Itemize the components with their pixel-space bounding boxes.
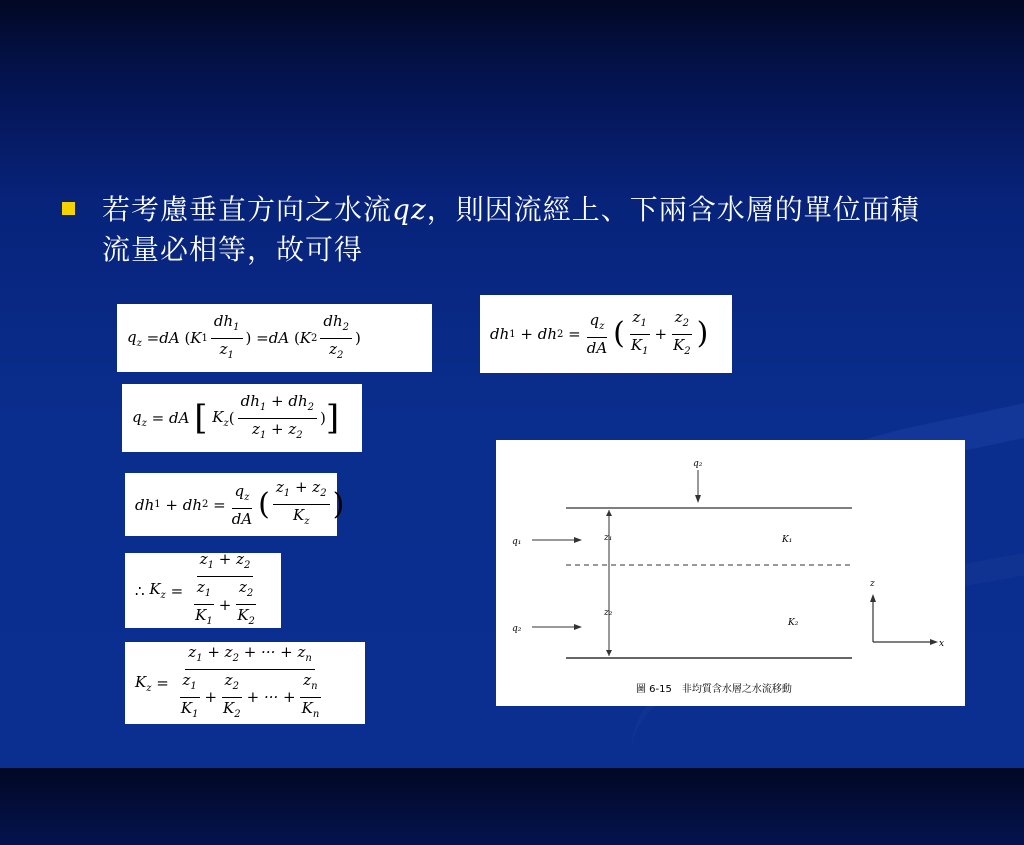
bullet-text: [102, 190, 922, 270]
label-flow-2: q₂: [512, 624, 522, 634]
figure-caption: 圖 6-15 非均質含水層之水流移動: [636, 684, 792, 695]
arrow-down-icon: [606, 650, 612, 656]
bullet-text-part-1: 若考慮垂直方向之水流: [102, 193, 393, 226]
bullet-square-icon: [62, 202, 75, 215]
label-k2: K₂: [788, 618, 799, 628]
equation-6-image: $K_z$ = $z_1 + z_2$ + ··· + $z_n$ $\frac{z_1}{K_1}$ + $\frac{z_2}{K_2}$ + ··· + $\frac{z_n}{K_n}$: [125, 642, 365, 724]
equation-4-image: dh 1 + dh 2 = $\frac{q_z}{dA}$ ( $\frac{z_1 + z_2}{K_z}$ ): [125, 473, 337, 536]
label-axis-z: z: [870, 579, 875, 589]
label-k1: K₁: [782, 535, 793, 545]
bullet-text-part-2: ，則因流經上、下兩含水層的單位面積流量必相等，故可得: [102, 193, 920, 266]
arrow-right-icon: [574, 537, 582, 543]
equation-5-image: ∴ $K_z$ = $z_1 + z_2$ $\frac{z_1}{K_1}$ + $\frac{z_2}{K_2}$: [125, 553, 281, 628]
equation-2-image: dh 1 + dh 2 = $\frac{q_z}{dA}$ ( $\frac{z_1}{K_1}$ + $\frac{z_2}{K_2}$ ): [480, 295, 732, 373]
arrow-right-icon: [574, 624, 582, 630]
arrow-right-icon: [930, 639, 938, 645]
equation-1-image: $q_z$ = dA ( K 1 $\frac{dh_1}{z_1}$ ) = dA ( K 2 $\frac{dh_2}{z_2}$ ): [117, 304, 432, 372]
label-top-flow: q₂: [693, 459, 703, 469]
label-axis-x: x: [939, 639, 945, 649]
arrow-up-icon: [606, 510, 612, 516]
aquifer-diagram-svg: [496, 440, 965, 706]
label-z2: z₂: [604, 608, 613, 618]
arrow-up-icon: [870, 594, 876, 602]
arrow-down-icon: [695, 495, 701, 503]
aquifer-diagram: [496, 440, 965, 706]
label-z1: z₁: [604, 533, 613, 543]
bullet-variable: qz: [392, 193, 427, 226]
label-flow-1: q₁: [512, 537, 522, 547]
equation-3-image: $q_z$ = dA [ $K_z$ ( $\frac{dh_1 + dh_2}{z_1 + z_2}$ ) ]: [122, 384, 362, 452]
